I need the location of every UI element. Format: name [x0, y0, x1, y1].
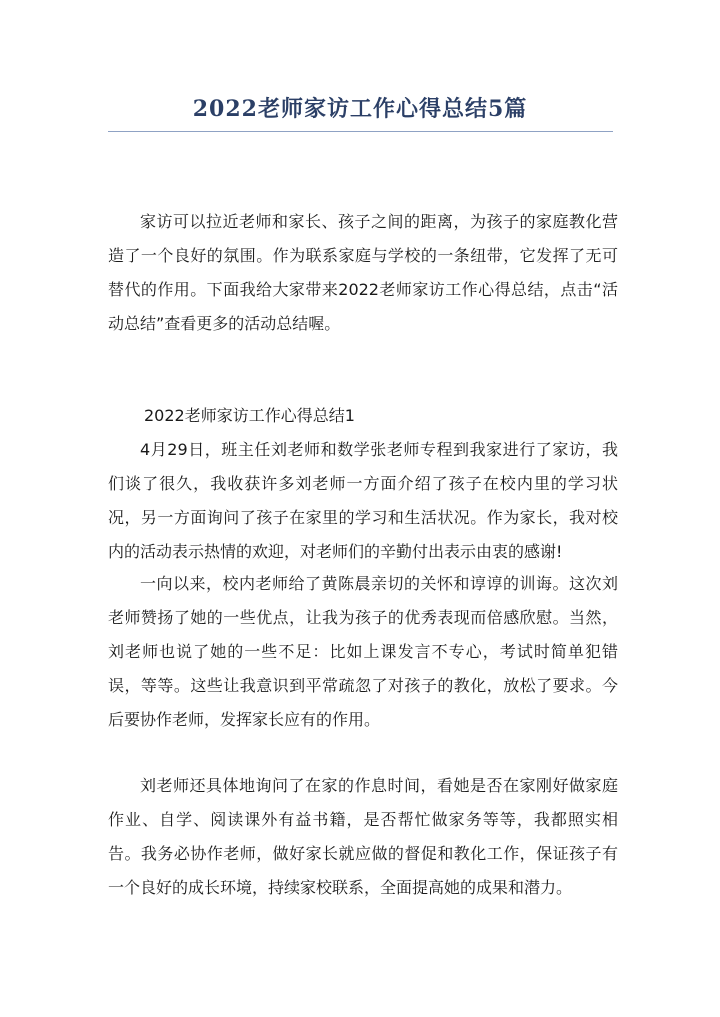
title-divider [108, 131, 613, 132]
body-paragraph-1: 4月29日，班主任刘老师和数学张老师专程到我家进行了家访，我们谈了很久，我收获许多刘老师一方面介绍了孩子在校内里的学习状况，另一方面询问了孩子在家里的学习和生活状况。作为家长，我对校内的活动表示热情的欢迎，对老师们的辛勤付出表示由衷的感谢! [108, 440, 618, 561]
page-title: 2022老师家访工作心得总结5篇 [192, 96, 528, 122]
body-paragraph-3: 刘老师还具体地询问了在家的作息时间，看她是否在家刚好做家庭作业、自学、阅读课外有益书籍，是否帮忙做家务等等，我都照实相告。我务必协作老师，做好家长就应做的督促和教化工作，保证孩子有一个良好的成长环境，持续家校联系，全面提高她的成果和潜力。 [108, 776, 618, 897]
body-paragraph-2: 一向以来，校内老师给了黄陈晨亲切的关怀和谆谆的训诲。这次刘老师赞扬了她的一些优点，让我为孩子的优秀表现而倍感欣慰。当然，刘老师也说了她的一些不足：比如上课发言不专心，考试时简单犯错误，等等。这些让我意识到平常疏忽了对孩子的教化，放松了要求。今后要协作老师，发挥家长应有的作用。 [108, 574, 618, 729]
intro-paragraph: 家访可以拉近老师和家长、孩子之间的距离，为孩子的家庭教化营造了一个良好的氛围。作为联系家庭与学校的一条纽带，它发挥了无可替代的作用。下面我给大家带来2022老师家访工作心得总结，点击“活动总结”查看更多的活动总结喔。 [108, 212, 618, 333]
section-heading: 2022老师家访工作心得总结1 [144, 406, 355, 425]
